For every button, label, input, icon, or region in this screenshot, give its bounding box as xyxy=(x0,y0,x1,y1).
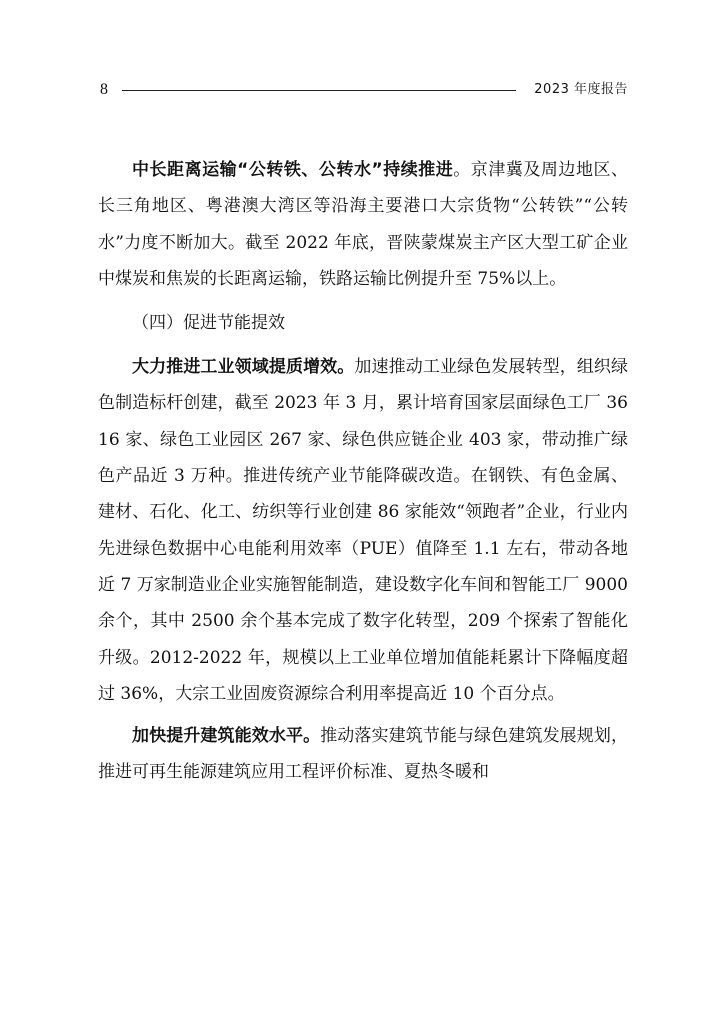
header-rule xyxy=(122,90,516,91)
paragraph-body: 推动落实建筑节能与绿色建筑发展规划，推进可再生能源建筑应用工程评价标准、夏热冬暖和 xyxy=(98,726,629,783)
page-number: 8 xyxy=(100,81,108,98)
body-text xyxy=(98,152,628,791)
report-title: 2023 年度报告 xyxy=(534,82,628,97)
paragraph-building-efficiency xyxy=(98,718,628,791)
paragraph-body: 加速推动工业绿色发展转型，组织绿色制造标杆创建，截至 2023 年 3 月，累计培育国家层面绿色工厂 3616 家、绿色工业园区 267 家、绿色供应链企业 403 家，带动推广绿色产品近 3 万种。推进传统产业节能降碳改造。在钢铁、有色金属、建材、石化、化工、纺织等行业创建 86 家能效“领跑者”企业，行业内先进绿色数据中心电能利用效率（PUE）值降至 1.1 左右，带动各地近 7 万家制造业企业实施智能制造，建设数字化车间和智能工厂 9000 余个，其中 2500 余个基本完成了数字化转型，209 个探索了智能化升级。2012-2022 年，规模以上工业单位增加值能耗累计下降幅度超过 36%，大宗工业固废资源综合利用率提高近 10 个百分点。 xyxy=(98,357,629,704)
page-header xyxy=(100,78,628,102)
paragraph-lead: 加快提升建筑能效水平。 xyxy=(132,726,321,747)
section-heading: （四）促进节能提效 xyxy=(132,313,285,334)
paragraph-lead: 中长距离运输“公转铁、公转水”持续推进 xyxy=(132,160,454,180)
paragraph-industry-efficiency xyxy=(98,349,628,712)
paragraph-lead: 大力推进工业领域提质增效。 xyxy=(132,357,355,378)
paragraph-body: 。京津冀及周边地区、长三角地区、粤港澳大湾区等沿海主要港口大宗货物“公转铁”“公转水”力度不断加大。截至 2022 年底，晋陕蒙煤炭主产区大型工矿企业中煤炭和焦炭的长距离运输，铁路运输比例提升至 75%以上。 xyxy=(98,160,628,289)
paragraph-freight-transport xyxy=(98,152,628,297)
